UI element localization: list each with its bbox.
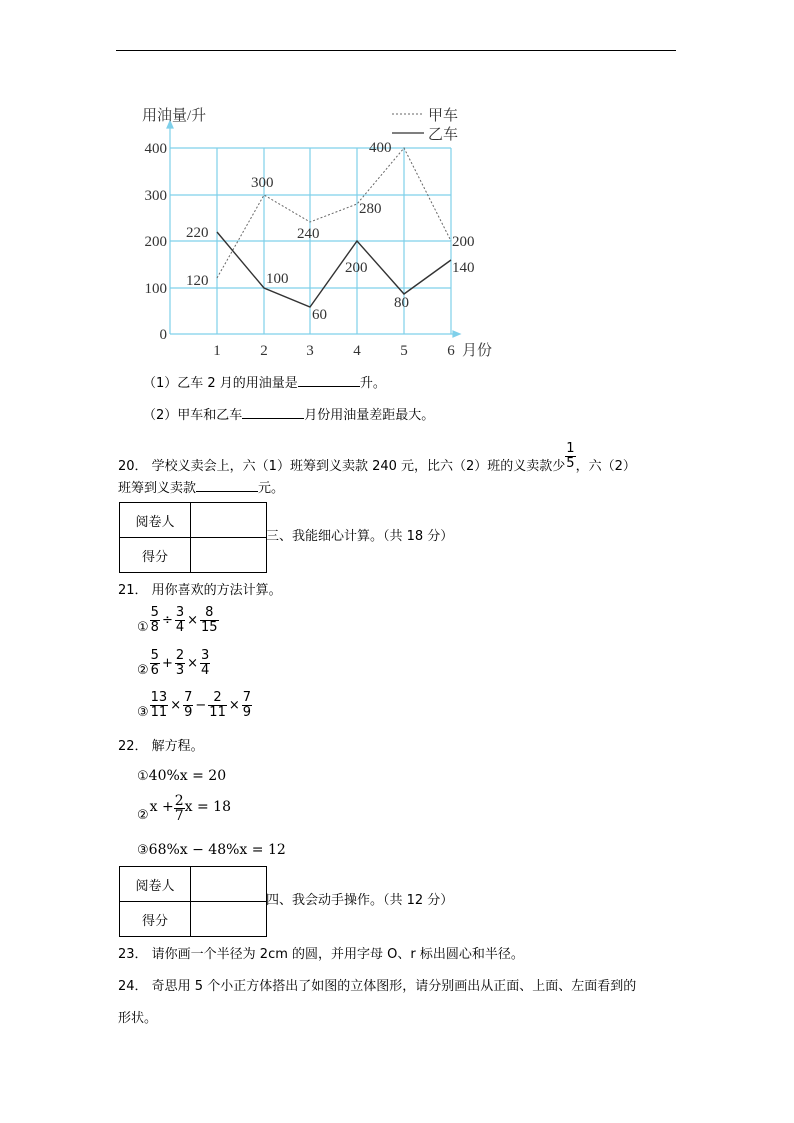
score-table-section3	[119, 502, 267, 573]
q21-expr-1: ① $\frac{5}{8}$ ÷ $\frac{3}{4}$ × $\frac{8}{15}$	[137, 605, 218, 635]
svg-text:240: 240	[297, 226, 320, 242]
q22-eq1: ①40%x = 20	[137, 768, 227, 784]
q20-line1: 20． 学校义卖会上，六（1）班筹到义卖款 240 元，比六（2）班的义卖款少 $\frac{1}{5}$ ，六（2）	[118, 441, 636, 474]
q22-eq2: ② x + $\frac{2}{7}$ x = 18	[137, 793, 231, 824]
svg-text:200: 200	[345, 260, 368, 276]
svg-text:100: 100	[266, 271, 289, 287]
svg-text:120: 120	[186, 273, 209, 289]
svg-text:300: 300	[251, 175, 274, 191]
svg-text:220: 220	[186, 225, 209, 241]
answer-blank[interactable]	[242, 405, 304, 419]
q23-text: 23． 请你画一个半径为 2cm 的圆，并用字母 O、r 标出圆心和半径。	[118, 947, 524, 962]
legend-yi: 乙车	[428, 127, 459, 143]
section3-heading: 三、我能细心计算。（共 18 分）	[266, 529, 454, 544]
answer-blank[interactable]	[298, 373, 360, 387]
series-jia-line	[217, 148, 451, 278]
svg-text:100: 100	[144, 281, 167, 297]
svg-text:400: 400	[144, 141, 167, 157]
answer-blank[interactable]	[196, 478, 258, 492]
reviewer-field[interactable]	[191, 867, 267, 902]
q19-sub1: （1）乙车 2 月的用油量是 升。	[143, 373, 386, 393]
section4-heading: 四、我会动手操作。（共 12 分）	[266, 893, 454, 908]
svg-text:4: 4	[353, 343, 361, 359]
svg-text:3: 3	[306, 343, 314, 359]
svg-text:5: 5	[400, 343, 408, 359]
q24-line1: 24． 奇思用 5 个小正方体搭出了如图的立体图形，请分别画出从正面、上面、左面看到的	[118, 979, 637, 994]
reviewer-field[interactable]	[191, 503, 267, 538]
header-rule	[116, 50, 676, 51]
svg-text:280: 280	[359, 201, 382, 217]
svg-text:140: 140	[452, 260, 475, 276]
fraction-one-fifth: $\frac{1}{5}$	[566, 441, 575, 471]
svg-text:400: 400	[369, 140, 392, 156]
score-field[interactable]	[191, 538, 267, 573]
q22-title: 22． 解方程。	[118, 739, 204, 754]
score-label: 得分	[120, 902, 191, 937]
q21-title: 21． 用你喜欢的方法计算。	[118, 583, 282, 598]
reviewer-label: 阅卷人	[120, 867, 191, 902]
y-axis-label: 用油量/升	[142, 108, 207, 124]
svg-text:0: 0	[159, 327, 167, 343]
fuel-usage-line-chart	[130, 95, 500, 365]
svg-text:80: 80	[394, 295, 409, 311]
q21-expr-2: ② $\frac{5}{6}$ + $\frac{2}{3}$ × $\frac{3}{4}$	[137, 648, 210, 678]
svg-text:2: 2	[260, 343, 268, 359]
svg-text:60: 60	[312, 307, 327, 323]
score-field[interactable]	[191, 902, 267, 937]
q22-eq3: ③68%x − 48%x = 12	[137, 842, 286, 858]
svg-text:200: 200	[144, 234, 167, 250]
svg-text:6: 6	[447, 343, 455, 359]
reviewer-label: 阅卷人	[120, 503, 191, 538]
legend-jia: 甲车	[428, 108, 459, 124]
score-table-section4	[119, 866, 267, 937]
q21-expr-3: ③ $\frac{13}{11}$ × $\frac{7}{9}$ − $\frac{2}{11}$ × $\frac{7}{9}$	[137, 690, 252, 720]
svg-text:300: 300	[144, 188, 167, 204]
svg-text:200: 200	[452, 234, 475, 250]
q24-line2: 形状。	[118, 1011, 158, 1026]
score-label: 得分	[120, 538, 191, 573]
x-axis-unit: 月份	[462, 343, 493, 359]
q19-sub2: （2）甲车和乙车 月份用油量差距最大。	[143, 405, 434, 425]
svg-text:1: 1	[213, 343, 221, 359]
q20-line2: 班筹到义卖款 元。	[118, 478, 284, 498]
series-yi-line	[217, 232, 451, 307]
